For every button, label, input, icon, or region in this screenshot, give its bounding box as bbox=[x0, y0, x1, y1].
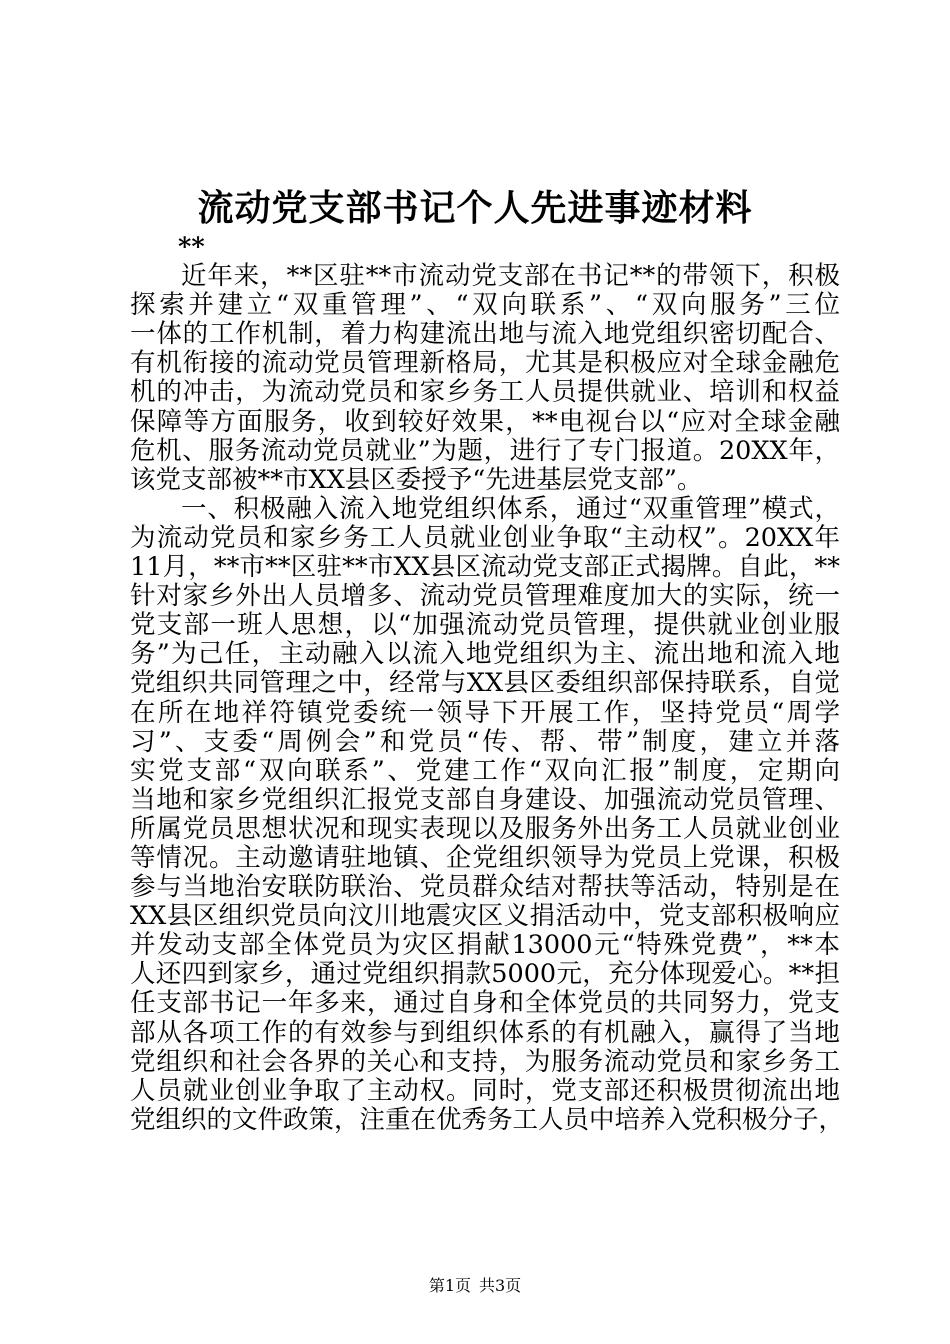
paragraph-line: 党组织共同管理之中，经常与XX县区委组织部保持联系，自觉 bbox=[130, 668, 840, 699]
paragraph-line: 人员就业创业争取了主动权。同时，党支部还积极贯彻流出地 bbox=[130, 1075, 840, 1106]
paragraph-line: 党组织的文件政策，注重在优秀务工人员中培养入党积极分子， bbox=[130, 1104, 845, 1135]
paragraph-line: 有机衔接的流动党员管理新格局，尤其是积极应对全球金融危 bbox=[130, 348, 840, 379]
paragraph-line: 机的冲击，为流动党员和家乡务工人员提供就业、培训和权益 bbox=[130, 377, 840, 408]
paragraph-line: 一、积极融入流入地党组织体系，通过“双重管理”模式， bbox=[181, 493, 840, 524]
paragraph-line: 该党支部被**市XX县区委授予“先进基层党支部”。 bbox=[130, 464, 703, 495]
paragraph-line: 所属党员思想状况和现实表现以及服务外出务工人员就业创业 bbox=[130, 813, 840, 844]
paragraph-line: 党组织和社会各界的关心和支持，为服务流动党员和家乡务工 bbox=[130, 1046, 840, 1077]
paragraph-line: 人还四到家乡，通过党组织捐款5000元，充分体现爱心。**担 bbox=[130, 959, 840, 990]
paragraph-line: 一体的工作机制，着力构建流出地与流入地党组织密切配合、 bbox=[130, 319, 840, 350]
paragraph-line: 参与当地治安联防联治、党员群众结对帮扶等活动，特别是在 bbox=[130, 872, 840, 903]
paragraph-section-one bbox=[130, 493, 845, 1135]
paragraph-line: 实党支部“双向联系”、党建工作“双向汇报”制度，定期向 bbox=[130, 755, 840, 786]
paragraph-line: 危机、服务流动党员就业”为题，进行了专门报道。20XX年， bbox=[130, 435, 840, 466]
paragraph-line: 任支部书记一年多来，通过自身和全体党员的共同努力，党支 bbox=[130, 988, 840, 1019]
page-footer bbox=[0, 1276, 950, 1296]
paragraph-line: 习”、支委“周例会”和党员“传、帮、带”制度，建立并落 bbox=[130, 726, 840, 757]
author-name: ** bbox=[178, 232, 205, 262]
paragraph-line: 为流动党员和家乡务工人员就业创业争取“主动权”。20XX年 bbox=[130, 522, 840, 553]
paragraph-line: 近年来，**区驻**市流动党支部在书记**的带领下，积极 bbox=[181, 261, 840, 292]
paragraph-line: XX县区组织党员向汶川地震灾区义捐活动中，党支部积极响应 bbox=[130, 901, 840, 932]
paragraph-line: 保障等方面服务，收到较好效果，**电视台以“应对全球金融 bbox=[130, 406, 840, 437]
document-body bbox=[130, 232, 845, 1135]
paragraph-line: 党支部一班人思想，以“加强流动党员管理，提供就业创业服 bbox=[130, 610, 840, 641]
paragraph-line: 务”为己任，主动融入以流入地党组织为主、流出地和流入地 bbox=[130, 639, 840, 670]
paragraph-line: 在所在地祥符镇党委统一领导下开展工作，坚持党员“周学 bbox=[130, 697, 840, 728]
paragraph-line: 等情况。主动邀请驻地镇、企党组织领导为党员上党课，积极 bbox=[130, 842, 840, 873]
paragraph-line: 当地和家乡党组织汇报党支部自身建设、加强流动党员管理、 bbox=[130, 784, 840, 815]
paragraph-line: 11月，**市**区驻**市XX县区流动党支部正式揭牌。自此，** bbox=[130, 552, 840, 583]
page-total: 共3页 bbox=[479, 1276, 522, 1295]
paragraph-line: 并发动支部全体党员为灾区捐献13000元“特殊党费”，**本 bbox=[130, 930, 840, 961]
page-number: 第1页 bbox=[428, 1276, 471, 1295]
paragraph-line: 探索并建立“双重管理”、“双向联系”、“双向服务”三位 bbox=[130, 290, 840, 321]
paragraph-line: 部从各项工作的有效参与到组织体系的有机融入，赢得了当地 bbox=[130, 1017, 840, 1048]
paragraph-intro bbox=[130, 262, 840, 495]
document-title: 流动党支部书记个人先进事迹材料 bbox=[197, 187, 753, 229]
paragraph-line: 针对家乡外出人员增多、流动党员管理难度加大的实际，统一 bbox=[130, 581, 840, 612]
